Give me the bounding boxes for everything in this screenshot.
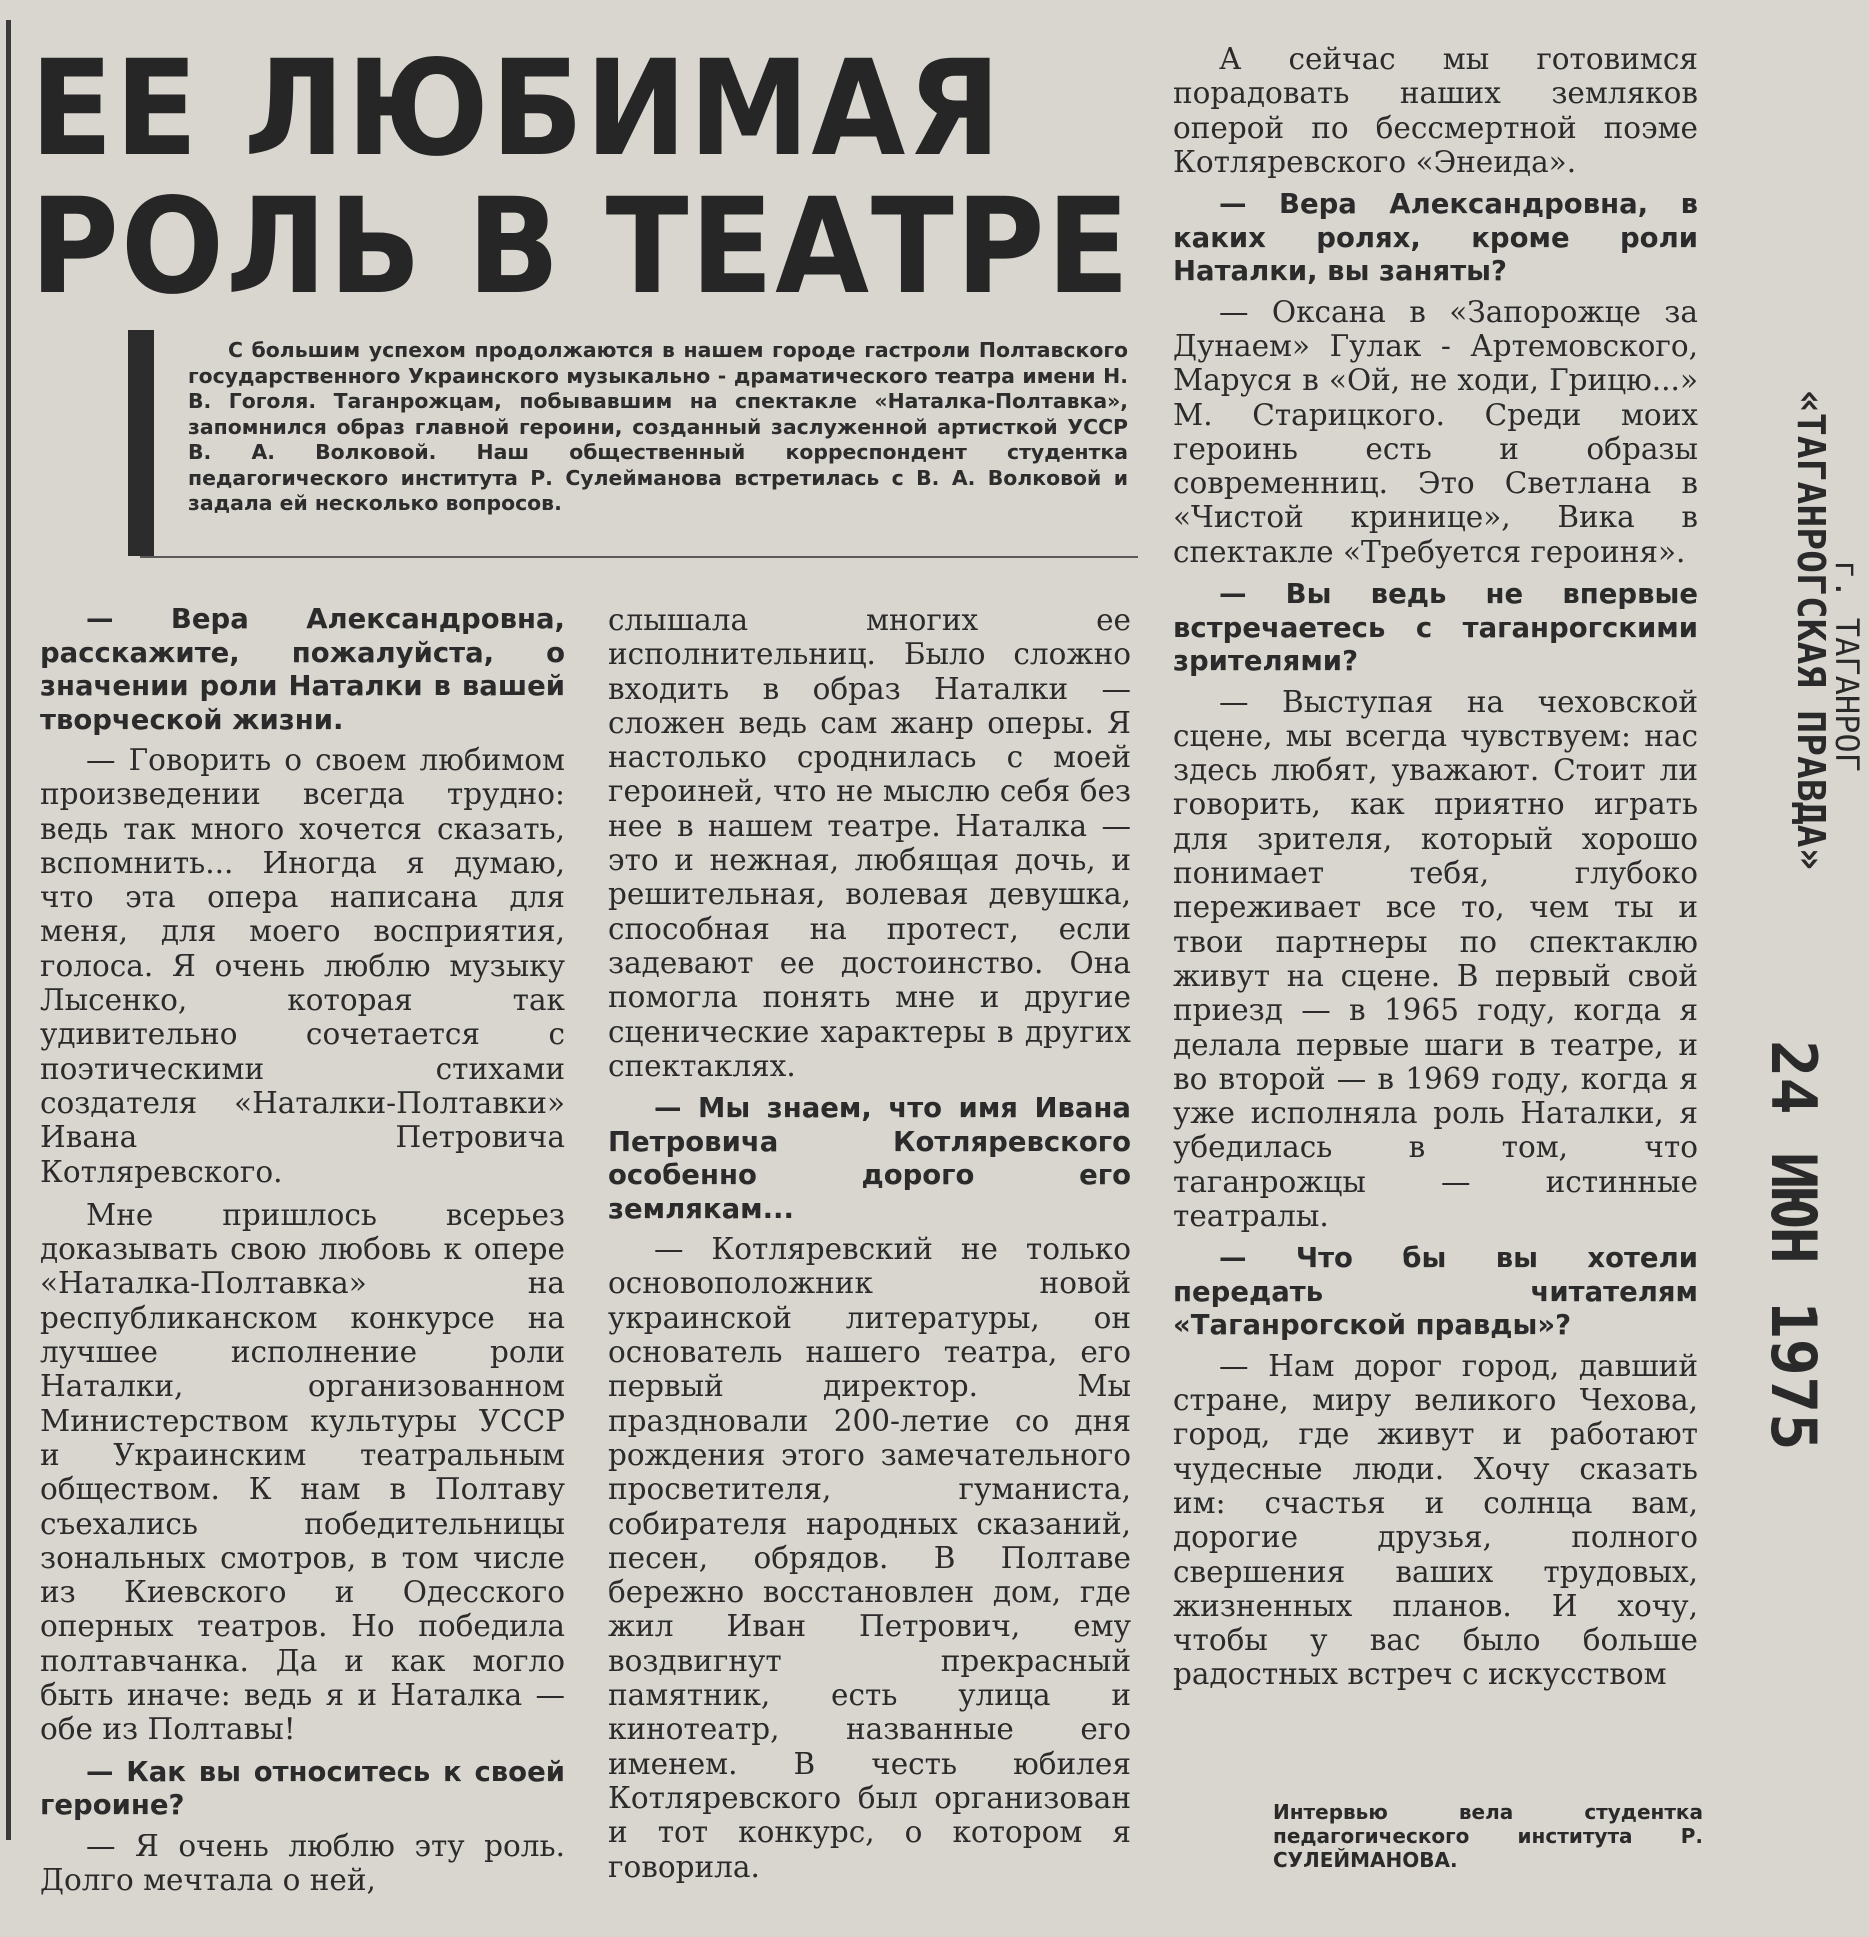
lead-divider — [140, 556, 1138, 558]
question-6: — Что бы вы хотели передать читателям «Таганрогской правды»? — [1173, 1242, 1698, 1342]
column-2 — [608, 603, 1131, 1893]
interview-byline: Интервью вела студентка педагогического института Р. СУЛЕЙМАНОВА. — [1273, 1800, 1703, 1872]
answer-2: — Я очень люблю эту роль. Долго мечтала о ней, — [40, 1828, 565, 1897]
answer-4: — Оксана в «Запорожце за Дунаем» Гулак - Артемовского, Маруся в «Ой, не ходи, Грицю...» М. Старицкого. Среди моих героинь есть и образы современниц. Это Светлана в «Чистой кринице», Вика в спектакле «Требуется героиня». — [1173, 294, 1698, 569]
question-2: — Как вы относитесь к своей героине? — [40, 1755, 565, 1822]
column-1 — [40, 603, 565, 1906]
stamp-city: г. ТАГАНРОГ — [1828, 560, 1866, 772]
stamp-graphic — [1752, 380, 1866, 1880]
question-1: — Вера Александровна, расскажите, пожалуйста, о значении роли Наталки в вашей творческой жизни. — [40, 603, 565, 736]
answer-6: — Нам дорог город, давший стране, миру великого Чехова, город, где живут и работают чудесные люди. Хочу сказать им: счастья и солнца вам, дорогие друзья, полного свершения ваших трудовых, жизненных планов. И хочу, чтобы у вас было больше радостных встреч с искусством — [1173, 1348, 1698, 1692]
answer-1: — Говорить о своем любимом произведении всегда трудно: ведь так много хочется сказать, вспомнить... Иногда я думаю, что эта опера написана для меня, для моего восприятия, голоса. Я очень люблю музыку Лысенко, которая так удивительно сочетается с поэтическими стихами создателя «Наталки-Полтавки» Ивана Петровича Котляревского. — [40, 743, 565, 1189]
answer-3: — Котляревский не только основоположник новой украинской литературы, он основатель нашего театра, его первый директор. Мы праздновали 200-летие со дня рождения этого замечательного просветителя, гуманиста, собирателя народных сказаний, песен, обрядов. В Полтаве бережно восстановлен дом, где жил Иван Петрович, ему воздвигнут прекрасный памятник, есть улица и кинотеатр, названные его именем. В честь юбилея Котляревского был организован и тот конкурс, о котором я говорила. — [608, 1232, 1131, 1884]
headline-line-2: РОЛЬ В ТЕАТРЕ — [30, 170, 1132, 324]
stamp-date: 24 ИЮН 1975 — [1757, 1040, 1830, 1451]
stamp-newspaper-name: «ТАГАНРОГСКАЯ ПРАВДА» — [1789, 390, 1833, 871]
archive-stamp — [1752, 380, 1866, 1880]
question-3: — Мы знаем, что имя Ивана Петровича Котляревского особенно дорого его землякам... — [608, 1092, 1131, 1225]
article-headline — [30, 32, 1132, 324]
lead-accent-bar — [128, 330, 154, 556]
answer-3-continued: А сейчас мы готовимся порадовать наших земляков оперой по бессмертной поэме Котляревского «Энеида». — [1173, 42, 1698, 179]
answer-2-continued: слышала многих ее исполнительниц. Было сложно входить в образ Наталки — сложен ведь сам жанр оперы. Я настолько сроднилась с моей героиней, что не мыслю себя без нее в нашем театре. Наталка — это и нежная, любящая дочь, и решительная, волевая девушка, способная на протест, если задевают ее достоинство. Она помогла понять мне и другие сценические характеры в других спектаклях. — [608, 603, 1131, 1083]
answer-1-continued: Мне пришлось всерьез доказывать свою любовь к опере «Наталка-Полтавка» на республиканском конкурсе на лучшее исполнение роли Наталки, организованном Министерством культуры УССР и Украинским театральным обществом. К нам в Полтаву съехались победительницы зональных смотров, в том числе из Киевского и Одесского оперных театров. Но победила полтавчанка. Да и как могло быть иначе: ведь я и Наталка — обе из Полтавы! — [40, 1197, 565, 1747]
lead-paragraph: С большим успехом продолжаются в нашем городе гастроли Полтавского государственного Украинского музыкально - драматического театра имени Н. В. Гоголя. Таганрожцам, побывавшим на спектакле «Наталка-Полтавка», запомнился образ главной героини, созданный заслуженной артисткой УССР В. А. Волковой. Наш общественный корреспондент студентка педагогического института Р. Сулейманова встретилась с В. А. Волковой и задала ей несколько вопросов. — [188, 338, 1128, 515]
question-5: — Вы ведь не впервые встречаетесь с таганрогскими зрителями? — [1173, 578, 1698, 678]
question-4: — Вера Александровна, в каких ролях, кроме роли Наталки, вы заняты? — [1173, 188, 1698, 288]
headline-line-1: ЕЕ ЛЮБИМАЯ — [30, 32, 1003, 186]
answer-5: — Выступая на чеховской сцене, мы всегда чувствуем: нас здесь любят, уважают. Стоит ли говорить, как приятно играть для зрителя, который хорошо понимает тебя, глубоко переживает все то, чем ты и твои партнеры по спектаклю живут на сцене. В первый свой приезд — в 1965 году, когда я делала первые шаги в театре, и во второй — в 1969 году, когда я уже исполняла роль Наталки, я убедилась в том, что таганрожцы — истинные театралы. — [1173, 684, 1698, 1234]
column-3 — [1173, 42, 1698, 1701]
left-border-rule — [6, 20, 11, 1840]
